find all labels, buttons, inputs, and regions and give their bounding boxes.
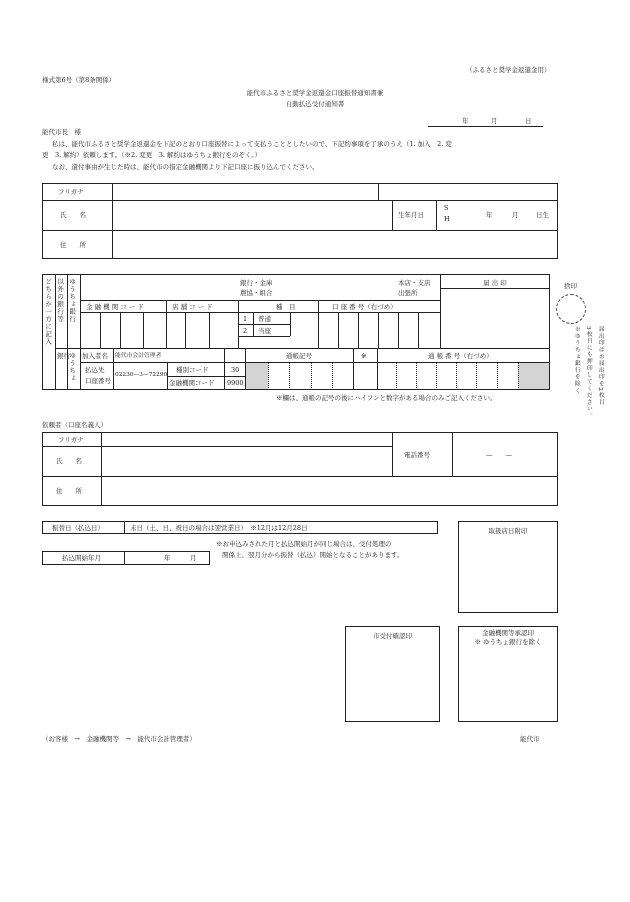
birth-date-field[interactable]: [454, 202, 554, 229]
subscriber-value: 能代市会計管理者: [115, 353, 162, 359]
yucho-side-label: ゆうちょ: [68, 352, 77, 382]
payer-furigana-label: フリガナ: [58, 188, 84, 196]
era-h: H: [444, 215, 450, 223]
passbook-note: ※欄は、通帳の記号の後にハイフンと数字がある場合のみご記入ください。: [276, 394, 497, 402]
form-title-line1: 能代市ふるさと奨学金返還金口座振替通知書兼: [246, 89, 384, 97]
birth-year-label: 年: [486, 211, 493, 219]
office-type-label: 出張所: [398, 289, 418, 297]
requester-address-field[interactable]: [103, 478, 556, 504]
requester-name-label: 氏 名: [56, 457, 82, 465]
yucho-bank-side-label: 銀行: [57, 352, 70, 360]
fin-stamp-field[interactable]: [460, 650, 556, 720]
bank-name-field[interactable]: [82, 276, 232, 299]
intro-line1: 私は、能代市ふるさと奨学金返還金を下記のとおり口座振替によって支払うこととしたいので、下記約事項を了承のうえ（1. 加入 2. 変: [52, 140, 452, 148]
payer-address-field[interactable]: [114, 232, 556, 257]
payer-furigana-field[interactable]: [114, 185, 376, 199]
subscriber-label: 加入者名: [82, 352, 108, 360]
handler-stamp-field[interactable]: [460, 540, 556, 611]
start-year-label: 年: [164, 554, 171, 562]
intro-line2: 更 3. 解約）依頼します。（※2. 変更 3. 解約はゆうちょ銀行をのぞく。）: [42, 151, 262, 159]
date-month-label: 月: [491, 117, 498, 125]
institution-code-value: 9900: [227, 379, 244, 387]
schedule-note-2: 関係上、翌月分から振替（払込）開始となることがあります。: [222, 551, 404, 559]
requester-name-field[interactable]: [103, 448, 391, 475]
birth-day-label: 日生: [536, 211, 549, 219]
payer-name-field[interactable]: [114, 202, 390, 229]
payer-address-label: 住 所: [60, 241, 86, 249]
start-month-unit: 月: [190, 554, 197, 562]
addressee: 能代市長 様: [42, 128, 81, 136]
city-stamp-label: 市受付確認印: [373, 632, 412, 640]
registered-seal-field[interactable]: [444, 292, 546, 346]
payment-date-label: 振替日（払込日）: [52, 524, 104, 532]
fin-stamp-label: 金融機関等承認印: [482, 629, 534, 637]
requester-address-label: 住 所: [56, 487, 82, 495]
requester-furigana-field[interactable]: [103, 434, 391, 445]
seal-note-1: 届出印はお届出印を2枚目: [597, 326, 604, 406]
form-title-line2: 自動払込受付通知書: [285, 100, 345, 108]
requester-heading: 依頼者（口座名義人）: [42, 421, 107, 429]
passbook-extra-field[interactable]: [354, 363, 376, 389]
birth-label: 生年月日: [398, 211, 424, 219]
account-type-label: 種 目: [276, 303, 296, 311]
date-day-label: 日: [525, 117, 532, 125]
usage-tag: （ふるさと奨学金返還金用）: [466, 66, 551, 74]
spare-seal-label: 捨印: [564, 282, 577, 290]
handler-stamp-label: 取扱店日附印: [488, 527, 528, 535]
payment-date-value: 末日（土、日、祝日の場合は翌営業日） ※12月は12月28日: [130, 524, 308, 532]
intro-line3: なお、還付事由が生じた時は、能代市の指定金融機関より下記口座に振り込んでください。: [52, 163, 319, 171]
yucho-excluded-label: ゆうちょ銀行: [68, 278, 77, 323]
city-stamp-field[interactable]: [347, 645, 438, 720]
account-number-field[interactable]: [319, 313, 439, 347]
bank-type-label: 銀行・金庫: [240, 279, 273, 287]
transfer-account-value: 02230—3—72290: [115, 372, 168, 378]
account-no-label: 口 座 番 号（右づめ）: [332, 303, 397, 311]
era-s: S: [444, 204, 449, 212]
transfer-account-label-2: 口座番号: [85, 377, 111, 385]
type-code-label: 種別コード: [176, 366, 209, 374]
requester-furigana-label: フリガナ: [58, 436, 84, 444]
seal-note-3: ※ゆうちょ銀行を除く: [573, 326, 580, 394]
seal-header: 届 出 印: [483, 279, 507, 287]
birth-month-label: 月: [512, 211, 519, 219]
transfer-account-label-1: 払込先: [85, 366, 105, 374]
branch-type-label: 本店・支店: [398, 279, 431, 287]
phone-label: 電話番号: [404, 451, 430, 459]
bank-code-field[interactable]: [82, 313, 165, 347]
seal-note-2: 3枚目にも押印してください。: [585, 326, 592, 420]
type-current-number: 2: [243, 327, 248, 335]
date-underline: [428, 126, 543, 127]
passbook-symbol-field[interactable]: [269, 363, 352, 389]
spare-seal-circle[interactable]: [556, 294, 586, 324]
other-bank-label: 以外の銀行等: [56, 278, 65, 323]
asterisk-column-label: ※: [361, 352, 367, 360]
branch-code-label: 店 舗 コ ー ド: [172, 303, 213, 311]
start-month-field[interactable]: [126, 552, 208, 564]
schedule-note-1: ※お申込みされた月と払込開始月が同じ場合は、受付処理の: [216, 540, 392, 548]
payer-label-divider: [112, 183, 113, 259]
branch-code-field[interactable]: [167, 313, 237, 347]
branch-name-field[interactable]: [290, 276, 390, 299]
type-code-value: 30: [231, 366, 240, 374]
coop-type-label: 農協・組合: [240, 289, 273, 297]
fill-one-side-label: どちらか一方に記入: [44, 278, 53, 346]
type-current-option[interactable]: 当座: [258, 327, 271, 335]
type-ordinary-option[interactable]: 普通: [258, 315, 271, 323]
bank-code-label: 金 融 機 関 コ ー ド: [86, 303, 144, 311]
phone-value[interactable]: — —: [486, 451, 512, 459]
institution-code-label: 金融機関コード: [169, 379, 215, 387]
date-year-label: 年: [462, 117, 469, 125]
issuer-city: 能代市: [520, 735, 540, 743]
fin-stamp-note: ※ ゆうちょ銀行を除く: [474, 638, 542, 646]
passbook-number-label: 通 帳 番 号（右づめ）: [428, 352, 493, 360]
type-ordinary-number: 1: [243, 315, 248, 323]
passbook-number-field[interactable]: [378, 363, 517, 389]
passbook-symbol-label: 通帳記号: [286, 352, 312, 360]
start-month-label: 払込開始年月: [62, 554, 101, 562]
form-number: 様式第6号（第8条関係）: [42, 76, 116, 84]
flow-note: （お客様 → 金融機関等 → 能代市会計管理者）: [42, 735, 196, 743]
payer-name-label: 氏 名: [60, 211, 86, 219]
